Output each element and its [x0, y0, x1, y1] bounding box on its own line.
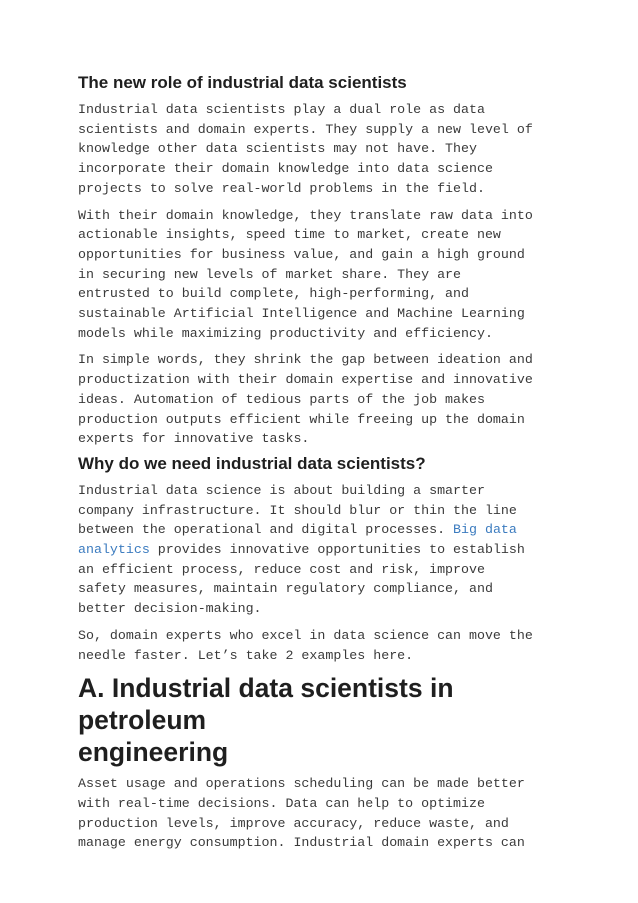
paragraph-text-before-link: Industrial data science is about building a smarter company infrastructure. It should blur or thin the line between the operational and digital processes.	[78, 482, 517, 538]
paragraph-simple-words: In simple words, they shrink the gap between ideation and productization with their domain expertise and innovative ideas. Automation of tedious parts of the job makes production outputs efficient while freeing up the domain experts for innovative tasks.	[78, 352, 533, 447]
paragraph-domain-knowledge: With their domain knowledge, they translate raw data into actionable insights, speed time to market, create new opportunities for business value, and gain a high ground in securing new levels of market share. They are entrusted to build complete, high-performing, and sustainable Artificial Intelligence and Machine Learning models while maximizing productivity and efficiency.	[78, 207, 533, 341]
paragraph-domain-experts: So, domain experts who excel in data science can move the needle faster. Let’s take 2 examples here.	[78, 627, 533, 663]
section-heading-why-need: Why do we need industrial data scientists?	[78, 453, 426, 473]
paragraph-asset-usage: Asset usage and operations scheduling can be made better with real-time decisions. Data can help to optimize production levels, improve accuracy, reduce waste, and manage energy consumption. Industrial domain experts can	[78, 776, 525, 851]
paragraph-text-after-link: provides innovative opportunities to establish an efficient process, reduce cost and risk, improve safety measures, maintain regulatory compliance, and better decision-making.	[78, 542, 525, 617]
paragraph-dual-role: Industrial data scientists play a dual role as data scientists and domain experts. They supply a new level of knowledge other data scientists may not have. They incorporate their domain knowledge into data science projects to solve real-world problems in the field.	[78, 102, 533, 196]
section-heading-petroleum: A. Industrial data scientists in petroleum engineering	[78, 673, 454, 768]
section-heading-new-role: The new role of industrial data scientists	[78, 73, 407, 92]
paragraph-industrial-data-science	[78, 481, 566, 619]
document-page	[78, 72, 566, 860]
big-data-analytics-link[interactable]: Big data analytics	[78, 522, 517, 558]
